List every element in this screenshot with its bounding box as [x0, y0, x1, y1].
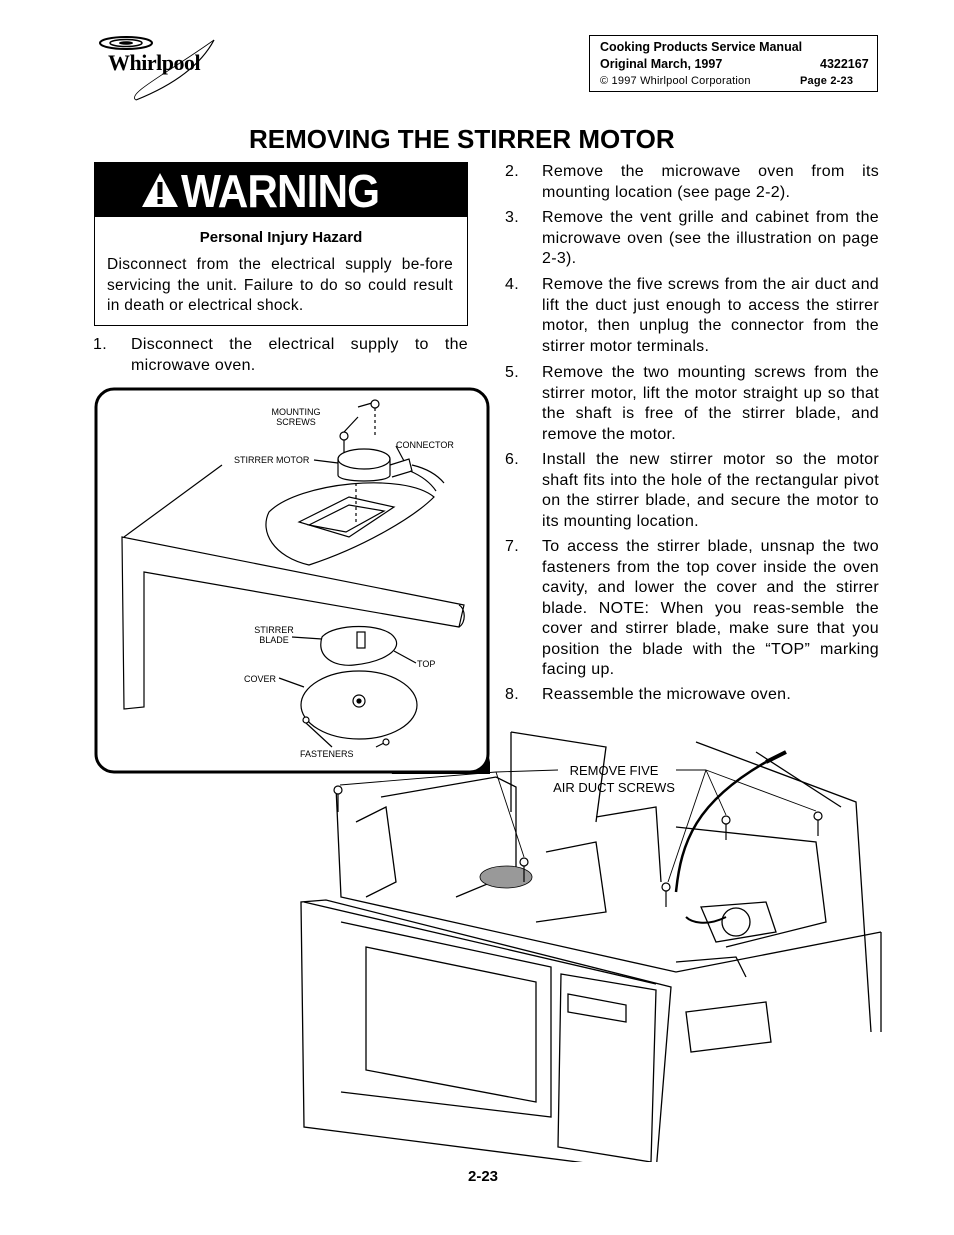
step-number: 5. — [505, 364, 519, 381]
page-title: REMOVING THE STIRRER MOTOR — [249, 124, 675, 154]
warning-triangle-icon — [140, 171, 180, 209]
label-cover: COVER — [244, 674, 277, 684]
warning-box — [94, 162, 468, 326]
microwave-oven-illustration — [296, 722, 886, 1162]
label-screws: SCREWS — [276, 417, 316, 427]
step-number: 2. — [505, 163, 519, 180]
manual-edition — [600, 56, 877, 73]
callout-air-duct-screws: AIR DUCT SCREWS — [553, 780, 675, 795]
page-number: 2-23 — [468, 1168, 499, 1185]
warning-subtitle: Personal Injury Hazard — [199, 229, 363, 246]
step-number: 7. — [505, 538, 519, 555]
manual-title: Cooking Products Service Manual — [600, 40, 803, 54]
manual-copyright — [600, 73, 877, 90]
step-text: Remove the two mounting screws from the stirrer motor, lift the motor straight up so that the shaft is free of the stirrer blade, and remove the motor. — [542, 364, 879, 443]
step-text: Install the new stirrer motor so the motor shaft fits into the hole of the rectangular pivot on the stirrer blade, and secure the motor to its mounting location. — [542, 451, 879, 530]
stirrer-motor-exploded-view — [94, 387, 490, 774]
step-text: Remove the vent grille and cabinet from the microwave oven (see the illustration on page 2-3). — [542, 209, 879, 267]
warning-word: WARNING — [181, 165, 380, 217]
warning-body: Disconnect from the electrical supply be-fore servicing the unit. Failure to do so could result in death or electrical shock. — [107, 256, 453, 314]
callout-remove-five: REMOVE FIVE — [569, 763, 659, 778]
manual-date: Original March, 1997 — [600, 57, 723, 71]
step-number: 3. — [505, 209, 519, 226]
step-text: To access the stirrer blade, unsnap the two fasteners from the top cover inside the oven cavity, and lower the cover and the stirrer blade. NOTE: When you reas-semble the cover and stirrer blade, make sure that you position the blade with the “TOP” marking facing up. — [542, 538, 879, 678]
step-number: 4. — [505, 276, 519, 293]
step-number: 8. — [505, 686, 519, 703]
logo-wordmark: Whirlpool — [108, 50, 201, 75]
step-number: 1. — [93, 336, 107, 353]
warning-header — [95, 163, 467, 217]
page-ref: Page 2-23 — [800, 75, 854, 87]
label-mounting: MOUNTING — [271, 407, 321, 417]
step-text: Reassemble the microwave oven. — [542, 686, 792, 703]
step-text: Disconnect the electrical supply to the microwave oven. — [131, 336, 468, 374]
whirlpool-logo — [96, 34, 236, 104]
step-number: 6. — [505, 451, 519, 468]
manual-number: 4322167 — [820, 57, 869, 71]
step-text: Remove the microwave oven from its mounting location (see page 2-2). — [542, 163, 879, 201]
step-text: Remove the five screws from the air duct and lift the duct just enough to access the stirrer motor, then unplug the connector from the stirrer motor terminals. — [542, 276, 879, 355]
manual-header-box — [589, 35, 878, 92]
label-stirrer: STIRRER — [254, 625, 294, 635]
label-fasteners: FASTENERS — [300, 749, 354, 759]
label-blade: BLADE — [259, 635, 289, 645]
copyright-text: © 1997 Whirlpool Corporation — [600, 75, 751, 87]
label-top: TOP — [417, 659, 436, 669]
label-connector: CONNECTOR — [396, 440, 454, 450]
label-stirrer-motor: STIRRER MOTOR — [234, 455, 310, 465]
